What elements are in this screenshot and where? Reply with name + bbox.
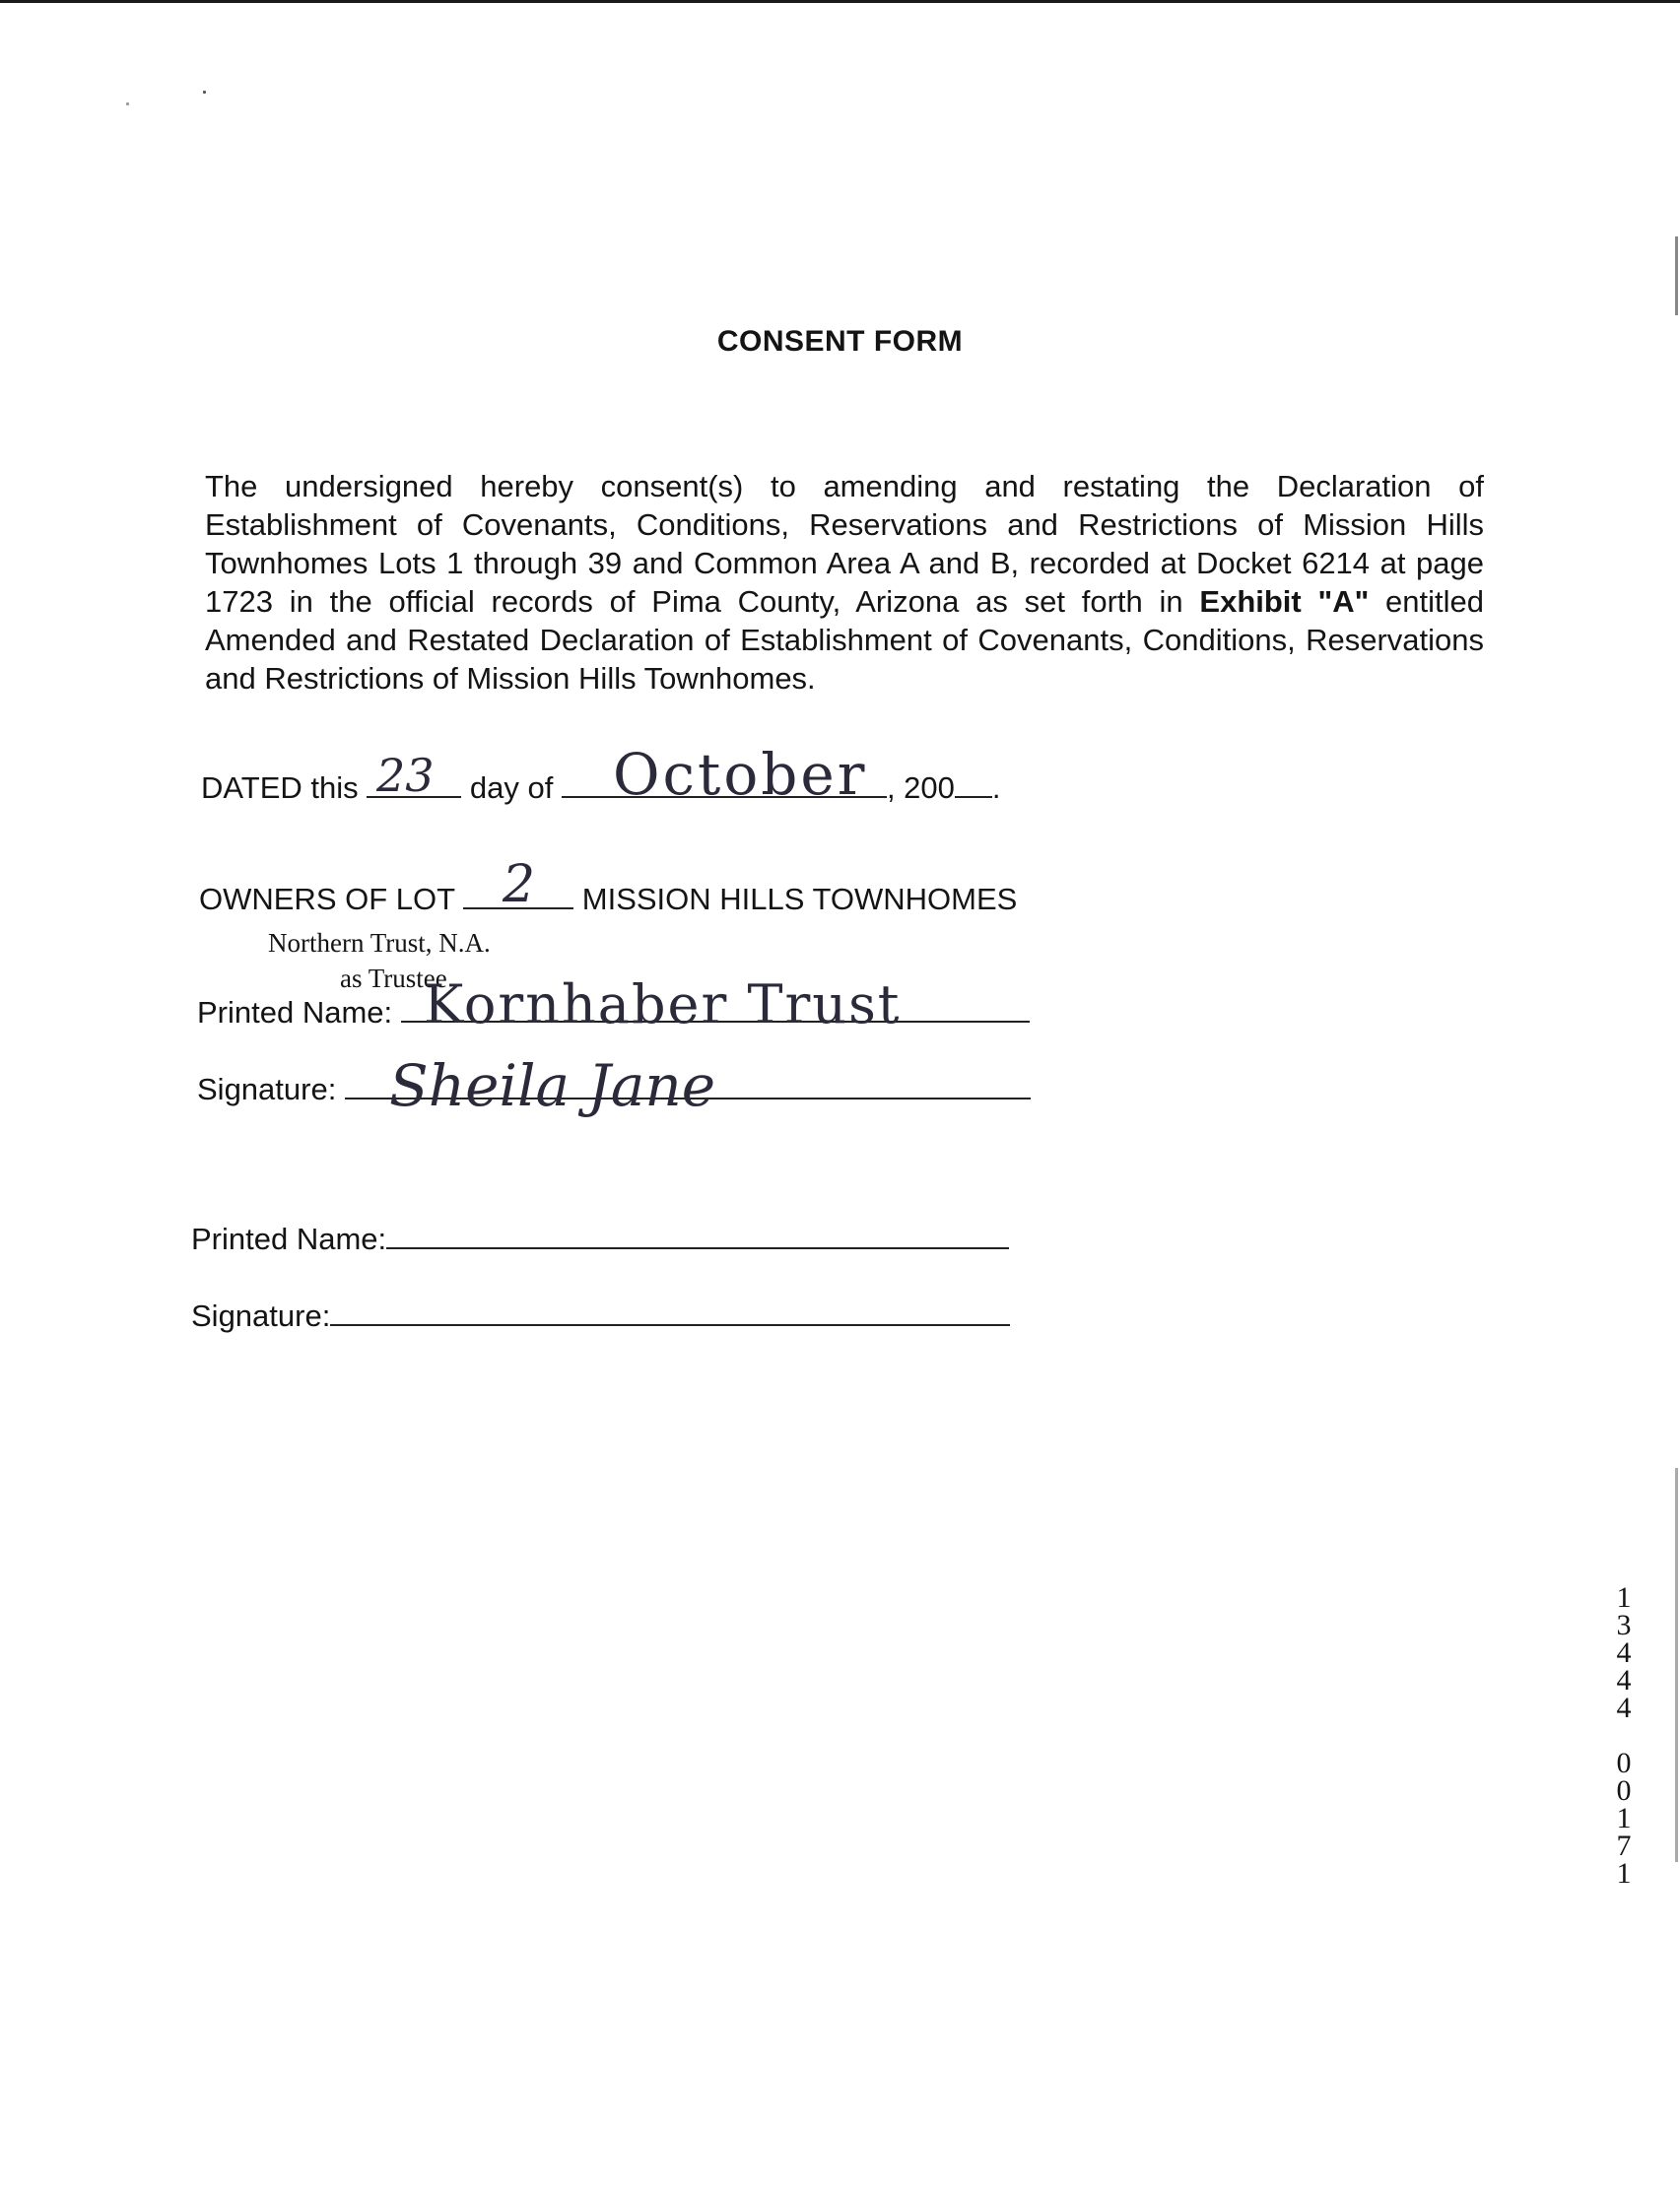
margin-digit: 4 bbox=[1616, 1692, 1632, 1724]
scan-edge-mark bbox=[1675, 236, 1678, 315]
margin-digit: 1 bbox=[1616, 1802, 1632, 1834]
owners-label-suffix: MISSION HILLS TOWNHOMES bbox=[581, 882, 1018, 916]
lot-handwritten: 2 bbox=[503, 855, 536, 914]
owner1-signature-handwritten: Sheila Jane bbox=[389, 1052, 716, 1119]
consent-paragraph bbox=[205, 467, 1484, 698]
owner1-printed-name-label: Printed Name: bbox=[197, 995, 393, 1030]
dated-year-suffix: . bbox=[991, 770, 1001, 805]
margin-digit: 0 bbox=[1616, 1774, 1632, 1807]
margin-digit: 0 bbox=[1616, 1747, 1632, 1779]
scan-speck bbox=[203, 91, 206, 94]
dated-line bbox=[201, 768, 1001, 806]
owner1-printed-name-handwritten: Kornhaber Trust bbox=[424, 973, 902, 1035]
paragraph-text-after: entitled Amended and Restated Declaration of Establishment of Covenants, Conditions, Reservations and Restrictions of Mission Hills Townhomes. bbox=[205, 584, 1485, 696]
scan-edge-mark bbox=[1675, 1468, 1678, 1862]
paragraph-text-before: The undersigned hereby consent(s) to amending and restating the Declaration of Establishment of Covenants, Conditions, Reservations and Restrictions of Mission Hills Townhomes Lots 1 through 39 and Common Area A and B, recorded at Docket 6214 at page 1723 in the official records of Pima County, Arizona as set forth in bbox=[205, 469, 1484, 619]
dated-label-prefix: DATED this bbox=[201, 770, 359, 805]
owner2-printed-name-label: Printed Name: bbox=[191, 1222, 387, 1256]
dated-label-middle: day of bbox=[469, 770, 554, 805]
owner2-signature-row bbox=[191, 1297, 1010, 1334]
trustee-name-typed: Northern Trust, N.A. bbox=[268, 928, 491, 958]
margin-digit: 4 bbox=[1616, 1664, 1632, 1697]
trustee-role-typed: as Trustee bbox=[340, 964, 447, 993]
exhibit-reference: Exhibit "A" bbox=[1199, 584, 1370, 619]
month-handwritten: October bbox=[613, 741, 868, 808]
owner2-signature-label: Signature: bbox=[191, 1299, 331, 1333]
margin-digit: 1 bbox=[1616, 1581, 1632, 1614]
year-field[interactable] bbox=[955, 768, 992, 798]
dated-label-year: , 200 bbox=[886, 770, 955, 805]
margin-digit: 4 bbox=[1616, 1636, 1632, 1669]
margin-digit: 7 bbox=[1616, 1830, 1632, 1862]
owners-label-prefix: OWNERS OF LOT bbox=[199, 882, 455, 916]
owner2-printed-name-row bbox=[191, 1220, 1009, 1257]
scan-speck bbox=[126, 102, 129, 105]
owner2-signature-field[interactable] bbox=[330, 1297, 1010, 1326]
margin-digit: 1 bbox=[1616, 1857, 1632, 1890]
owner1-signature-label: Signature: bbox=[197, 1072, 337, 1106]
owners-line bbox=[199, 880, 1017, 917]
scan-top-edge bbox=[0, 0, 1680, 3]
day-handwritten: 23 bbox=[376, 749, 435, 802]
owner2-printed-name-field[interactable] bbox=[386, 1220, 1009, 1249]
form-title: CONSENT FORM bbox=[716, 325, 964, 358]
margin-digit: 3 bbox=[1616, 1609, 1632, 1641]
docket-margin-number bbox=[1612, 1581, 1636, 1890]
